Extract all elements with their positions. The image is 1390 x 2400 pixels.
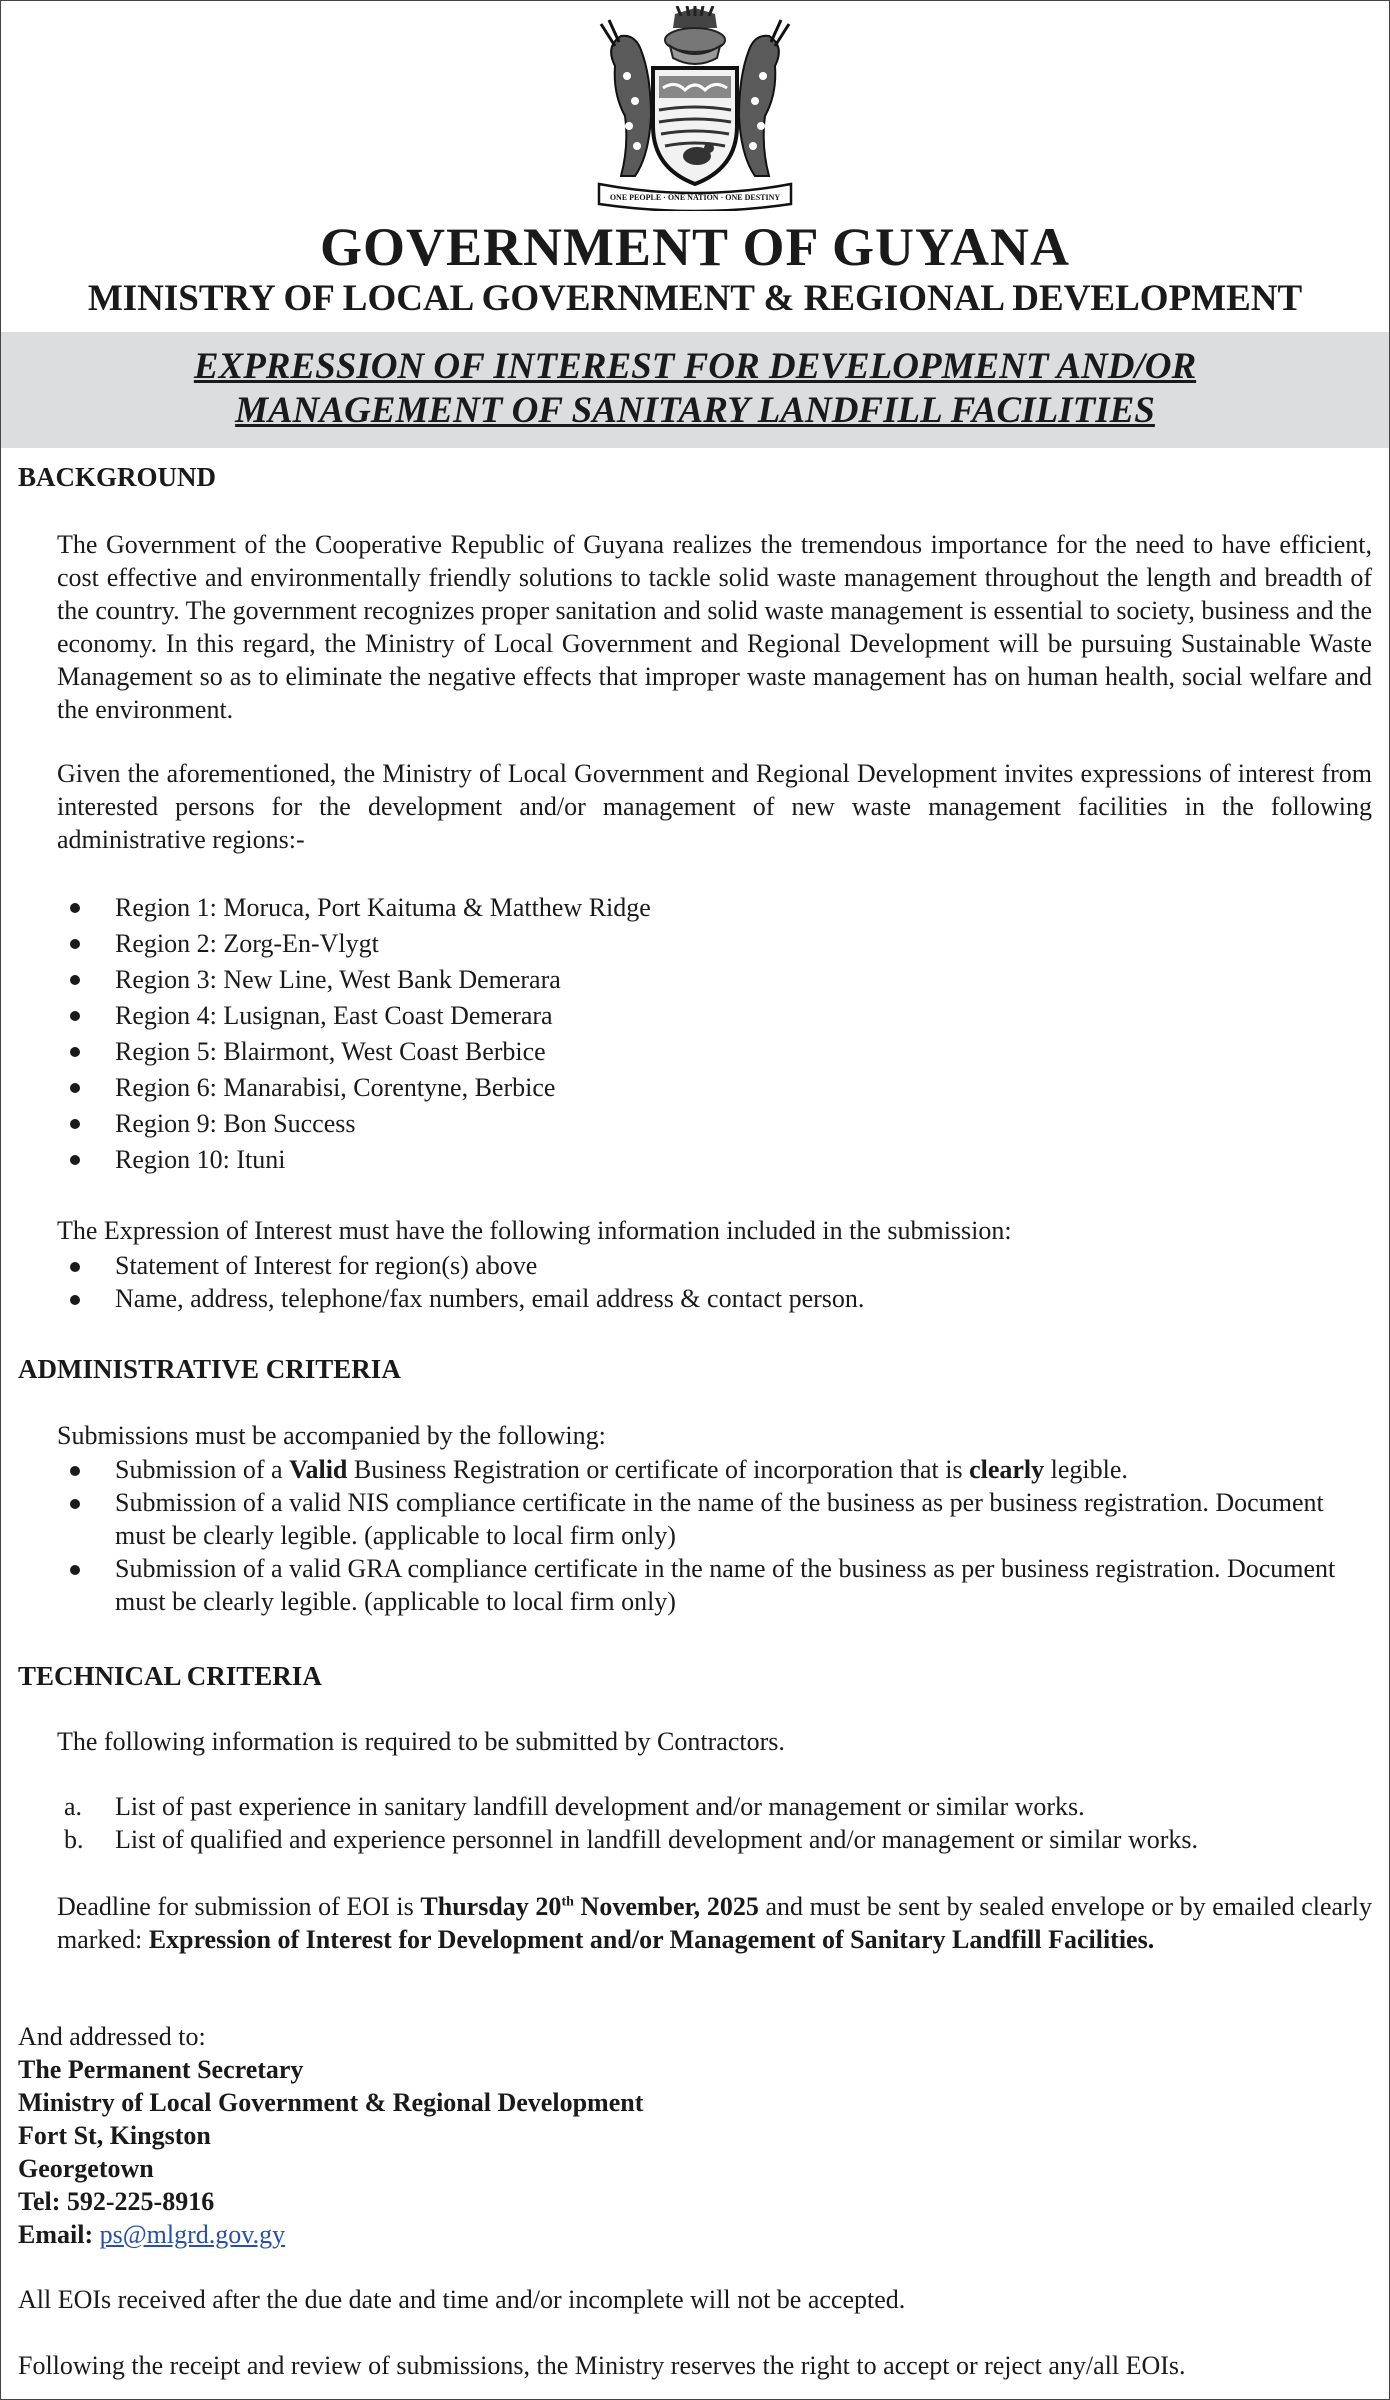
- background-paragraph-1: The Government of the Cooperative Republic of Guyana realizes the tremendous importance for the need to have efficient, cost effective and environmentally friendly solutions to tackle solid waste management throughout the length and breadth of the country. The government recognizes proper sanitation and solid waste management is essential to society, business and the economy. In this regard, the Ministry of Local Government and Regional Development will be pursuing Sustainable Waste Management so as to eliminate the negative effects that improper waste management has on human health, social welfare and the environment.: [57, 530, 1372, 724]
- list-item: a. List of past experience in sanitary landfill development and/or management or similar works.: [64, 1792, 1085, 1821]
- svg-text:ONE PEOPLE · ONE NATION · ONE: ONE PEOPLE · ONE NATION · ONE DESTINY: [609, 193, 781, 202]
- technical-list: [57, 1790, 1372, 1856]
- list-item: Submission of a Valid Business Registration or certificate of incorporation that is clearly legible.: [57, 1453, 1372, 1486]
- eoi-title-line-2: MANAGEMENT OF SANITARY LANDFILL FACILITIES: [235, 390, 1155, 431]
- admin-heading: ADMINISTRATIVE CRITERIA: [18, 1354, 401, 1384]
- bullet-icon: [70, 1047, 80, 1057]
- rights-reserved-note: Following the receipt and review of submissions, the Ministry reserves the right to accept or reject any/all EOIs.: [18, 2351, 1186, 2380]
- eoi-title-line-1: EXPRESSION OF INTEREST FOR DEVELOPMENT AND/OR: [193, 346, 1197, 387]
- address-line: Georgetown: [18, 2154, 154, 2183]
- address-email: Email: ps@mlgrd.gov.gy: [18, 2220, 286, 2249]
- bullet-icon: [70, 975, 80, 985]
- bullet-icon: [70, 939, 80, 949]
- address-tel: Tel: 592-225-8916: [18, 2187, 215, 2216]
- technical-heading: TECHNICAL CRITERIA: [18, 1661, 322, 1691]
- bullet-icon: [70, 903, 80, 913]
- bullet-icon: [70, 1262, 80, 1272]
- region-list: [57, 890, 1372, 1178]
- list-item: b. List of qualified and experience personnel in landfill development and/or management or similar works.: [64, 1825, 1198, 1854]
- list-item: Region 3: New Line, West Bank Demerara: [57, 962, 1372, 998]
- government-title: GOVERNMENT OF GUYANA: [319, 217, 1071, 277]
- bullet-icon: [70, 1565, 80, 1575]
- address-line: The Permanent Secretary: [18, 2055, 304, 2084]
- technical-intro: The following information is required to be submitted by Contractors.: [57, 1727, 785, 1756]
- address-intro: And addressed to:: [18, 2022, 206, 2051]
- background-paragraph-2: Given the aforementioned, the Ministry of Local Government and Regional Development invites expressions of interest from interested persons for the development and/or management of new waste management facilities in the following administrative regions:-: [57, 759, 1372, 854]
- bullet-icon: [70, 1466, 80, 1476]
- list-item: Submission of a valid GRA compliance certificate in the name of the business as per business registration. Document must be clearly legible. (applicable to local firm only): [57, 1552, 1372, 1618]
- list-item: Region 6: Manarabisi, Corentyne, Berbice: [57, 1070, 1372, 1106]
- deadline-paragraph: Deadline for submission of EOI is Thursday 20th November, 2025 and must be sent by sealed envelope or by emailed clearly marked: Expression of Interest for Development and/or Management of Sanitary Landfill Facilities.: [57, 1892, 1372, 1954]
- list-item: Statement of Interest for region(s) above: [57, 1249, 1372, 1282]
- list-item: Region 5: Blairmont, West Coast Berbice: [57, 1034, 1372, 1070]
- list-item: Submission of a valid NIS compliance certificate in the name of the business as per business registration. Document must be clearly legible. (applicable to local firm only): [57, 1486, 1372, 1552]
- address-line: Fort St, Kingston: [18, 2121, 211, 2150]
- bullet-icon: [70, 1011, 80, 1021]
- background-heading: BACKGROUND: [18, 462, 217, 492]
- list-item: Region 2: Zorg-En-Vlygt: [57, 926, 1372, 962]
- eoi-title-banner: [1, 332, 1389, 448]
- list-item: Name, address, telephone/fax numbers, email address & contact person.: [57, 1282, 1372, 1315]
- bullet-icon: [70, 1119, 80, 1129]
- list-item: Region 4: Lusignan, East Coast Demerara: [57, 998, 1372, 1034]
- admin-intro: Submissions must be accompanied by the following:: [57, 1421, 606, 1450]
- info-intro: The Expression of Interest must have the following information included in the submission:: [57, 1216, 1012, 1245]
- late-submission-note: All EOIs received after the due date and time and/or incomplete will not be accepted.: [18, 2285, 906, 2314]
- address-block: [18, 2020, 643, 2251]
- ministry-title: MINISTRY OF LOCAL GOVERNMENT & REGIONAL DEVELOPMENT: [87, 278, 1303, 319]
- list-item: Region 1: Moruca, Port Kaituma & Matthew Ridge: [57, 890, 1372, 926]
- admin-list: [57, 1453, 1372, 1618]
- list-item: Region 10: Ituni: [57, 1142, 1372, 1178]
- email-link[interactable]: ps@mlgrd.gov.gy: [99, 2220, 286, 2249]
- bullet-icon: [70, 1083, 80, 1093]
- bullet-icon: [70, 1295, 80, 1305]
- bullet-icon: [70, 1155, 80, 1165]
- address-line: Ministry of Local Government & Regional Development: [18, 2088, 644, 2117]
- coat-of-arms-icon: [585, 6, 805, 211]
- info-list: [57, 1249, 1372, 1315]
- list-item: Region 9: Bon Success: [57, 1106, 1372, 1142]
- bullet-icon: [70, 1499, 80, 1509]
